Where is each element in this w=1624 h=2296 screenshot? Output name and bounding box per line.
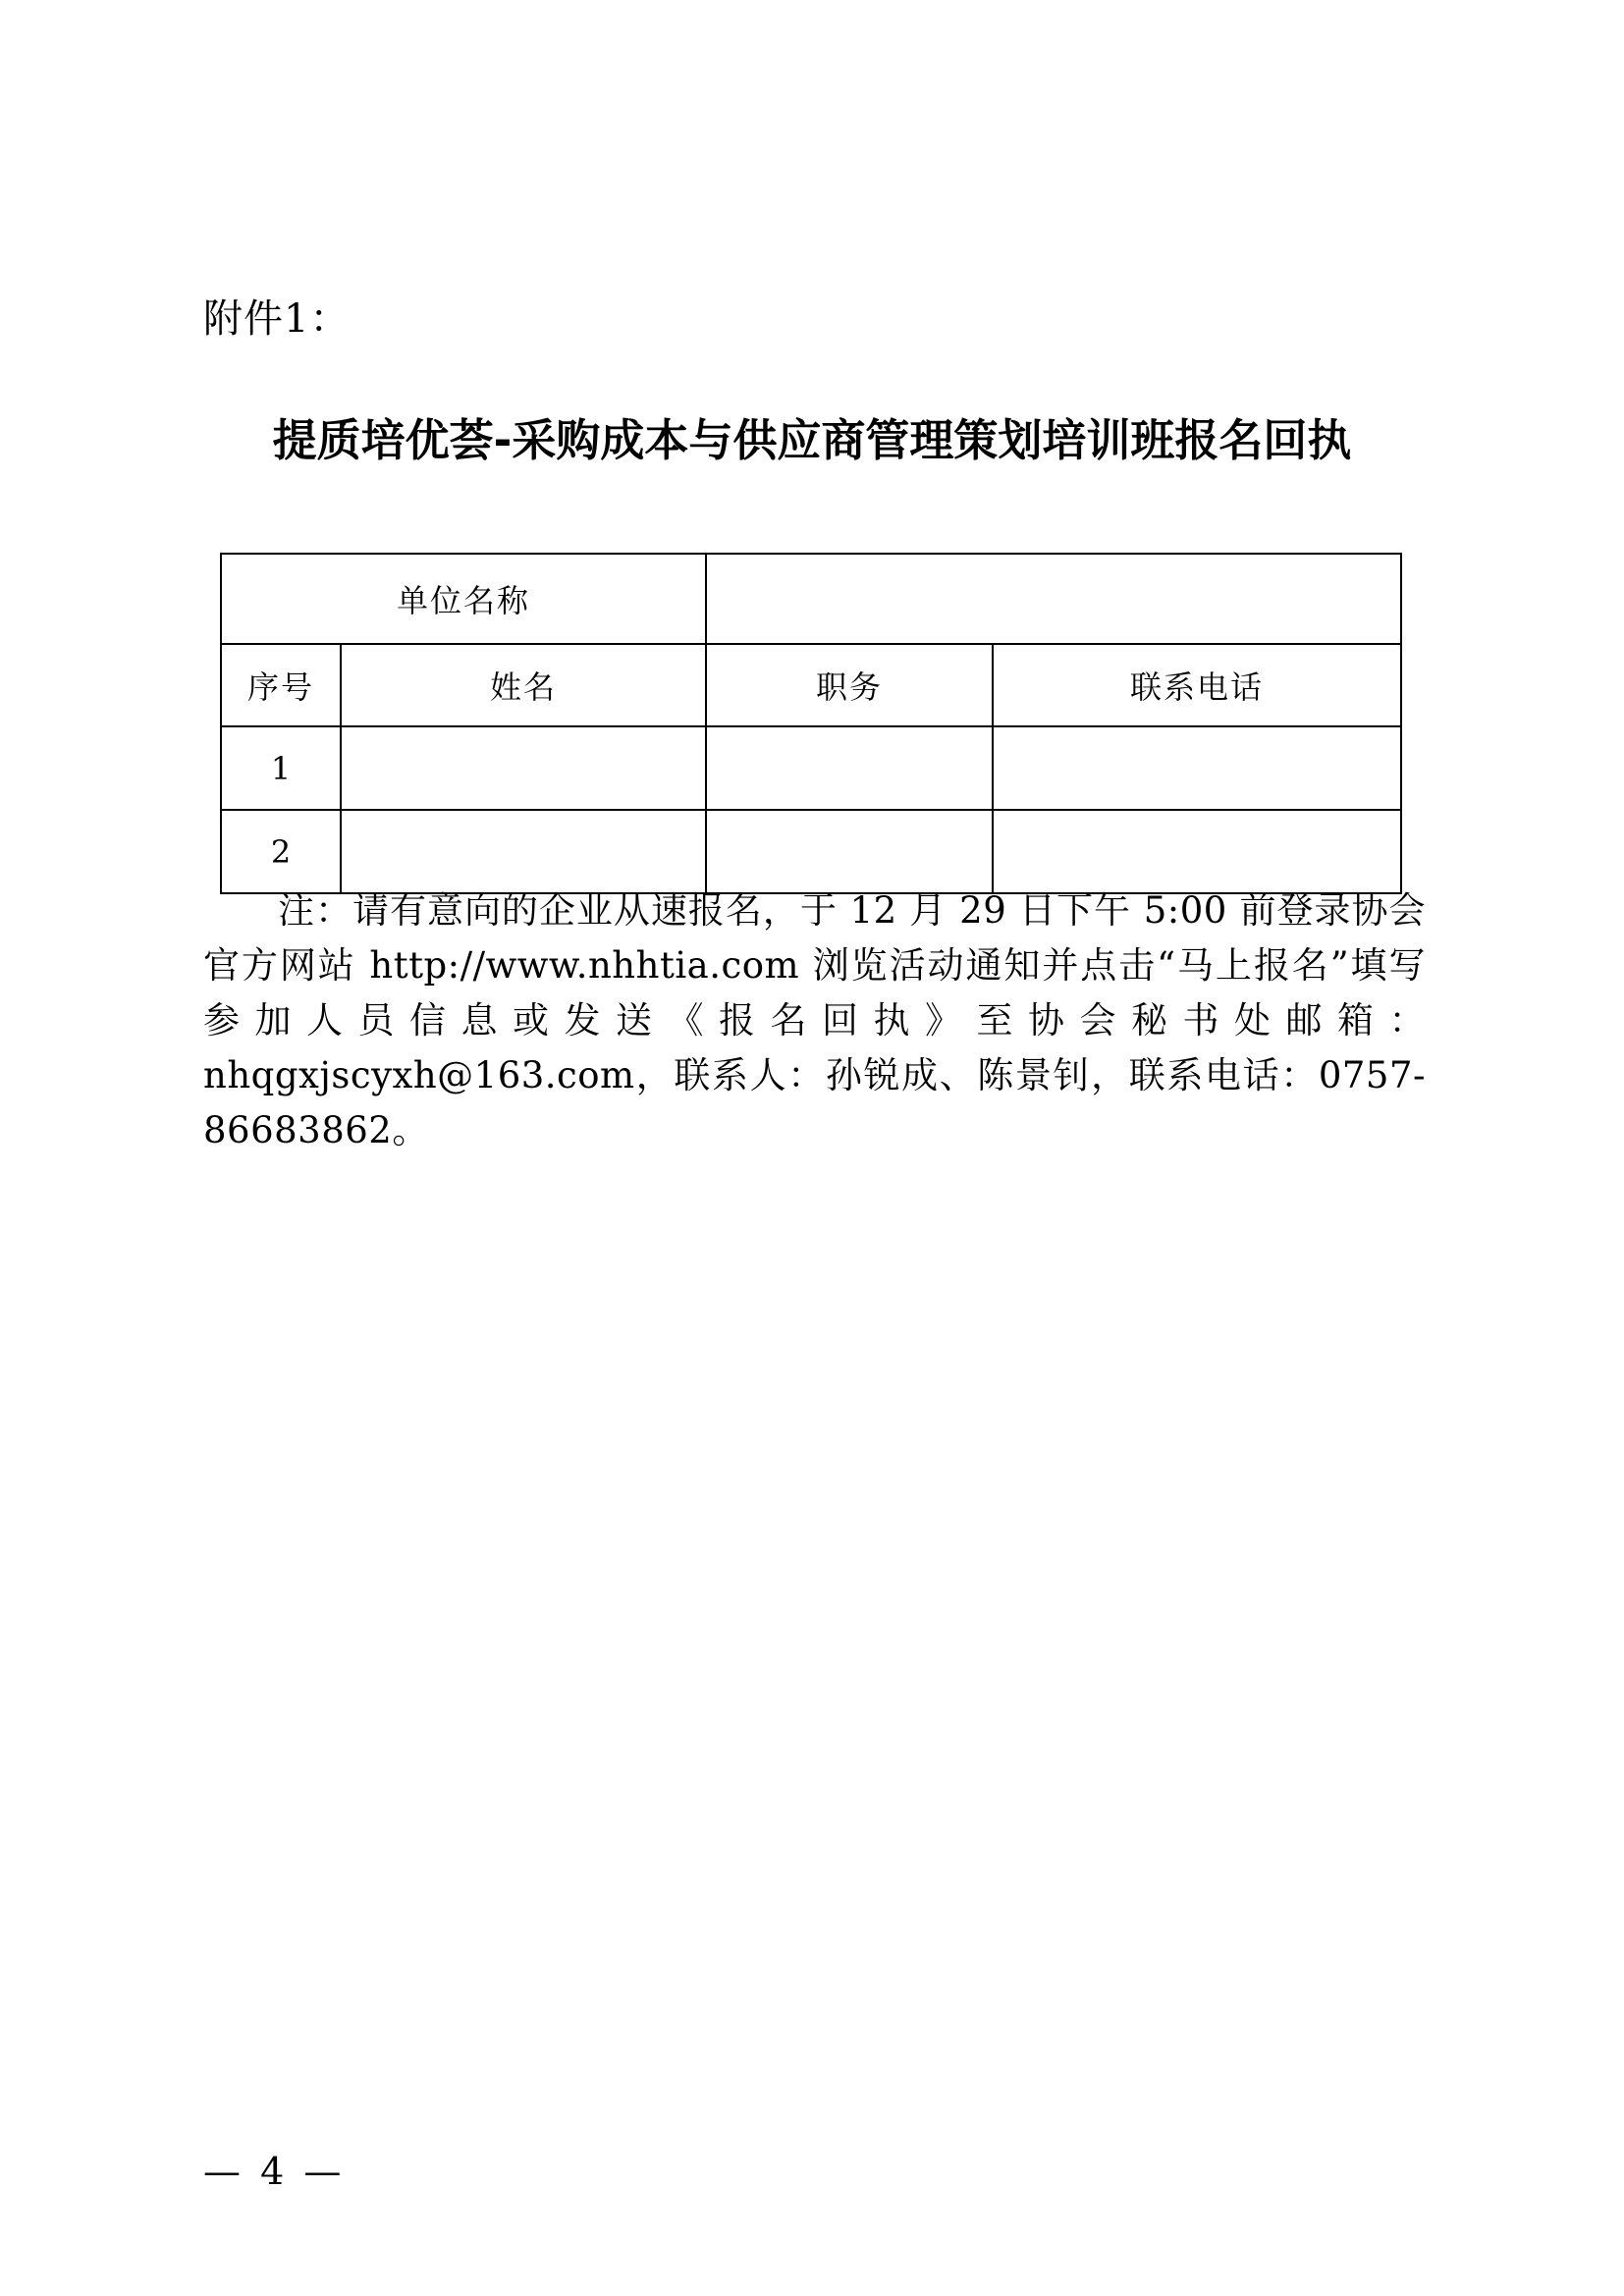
table-row — [221, 726, 1401, 810]
page-title: 提质培优荟-采购成本与供应商管理策划培训班报名回执 — [272, 414, 1352, 466]
unit-name-label: 单位名称 — [221, 554, 706, 644]
row-index-1: 1 — [221, 726, 341, 810]
table-header-row — [221, 644, 1401, 726]
position-input-cell-1[interactable] — [706, 726, 993, 810]
page-number: — 4 — — [203, 2150, 346, 2193]
phone-input-cell-1[interactable] — [993, 726, 1401, 810]
position-input-cell-2[interactable] — [706, 810, 993, 893]
note-section — [203, 883, 1426, 1158]
row-index-2: 2 — [221, 810, 341, 893]
unit-name-input-cell[interactable] — [706, 554, 1401, 644]
phone-input-cell-2[interactable] — [993, 810, 1401, 893]
column-header-phone: 联系电话 — [993, 644, 1401, 726]
column-header-position: 职务 — [706, 644, 993, 726]
note-paragraph: 注：请有意向的企业从速报名，于 12 月 29 日下午 5:00 前登录协会官方网站 http://www.nhhtia.com 浏览活动通知并点击“马上报名”填写参加人员信息或发送《报名回执》至协会秘书处邮箱：nhqgxjscyxh@163.com，联系人：孙锐成、陈景钊，联系电话：0757-86683862。 — [203, 889, 1426, 1151]
attachment-label: 附件1： — [203, 296, 351, 342]
table-row-unit-name — [221, 554, 1401, 644]
name-input-cell-2[interactable] — [341, 810, 706, 893]
column-header-name: 姓名 — [341, 644, 706, 726]
name-input-cell-1[interactable] — [341, 726, 706, 810]
registration-form-table — [220, 553, 1402, 894]
column-header-seq: 序号 — [221, 644, 341, 726]
table-row — [221, 810, 1401, 893]
